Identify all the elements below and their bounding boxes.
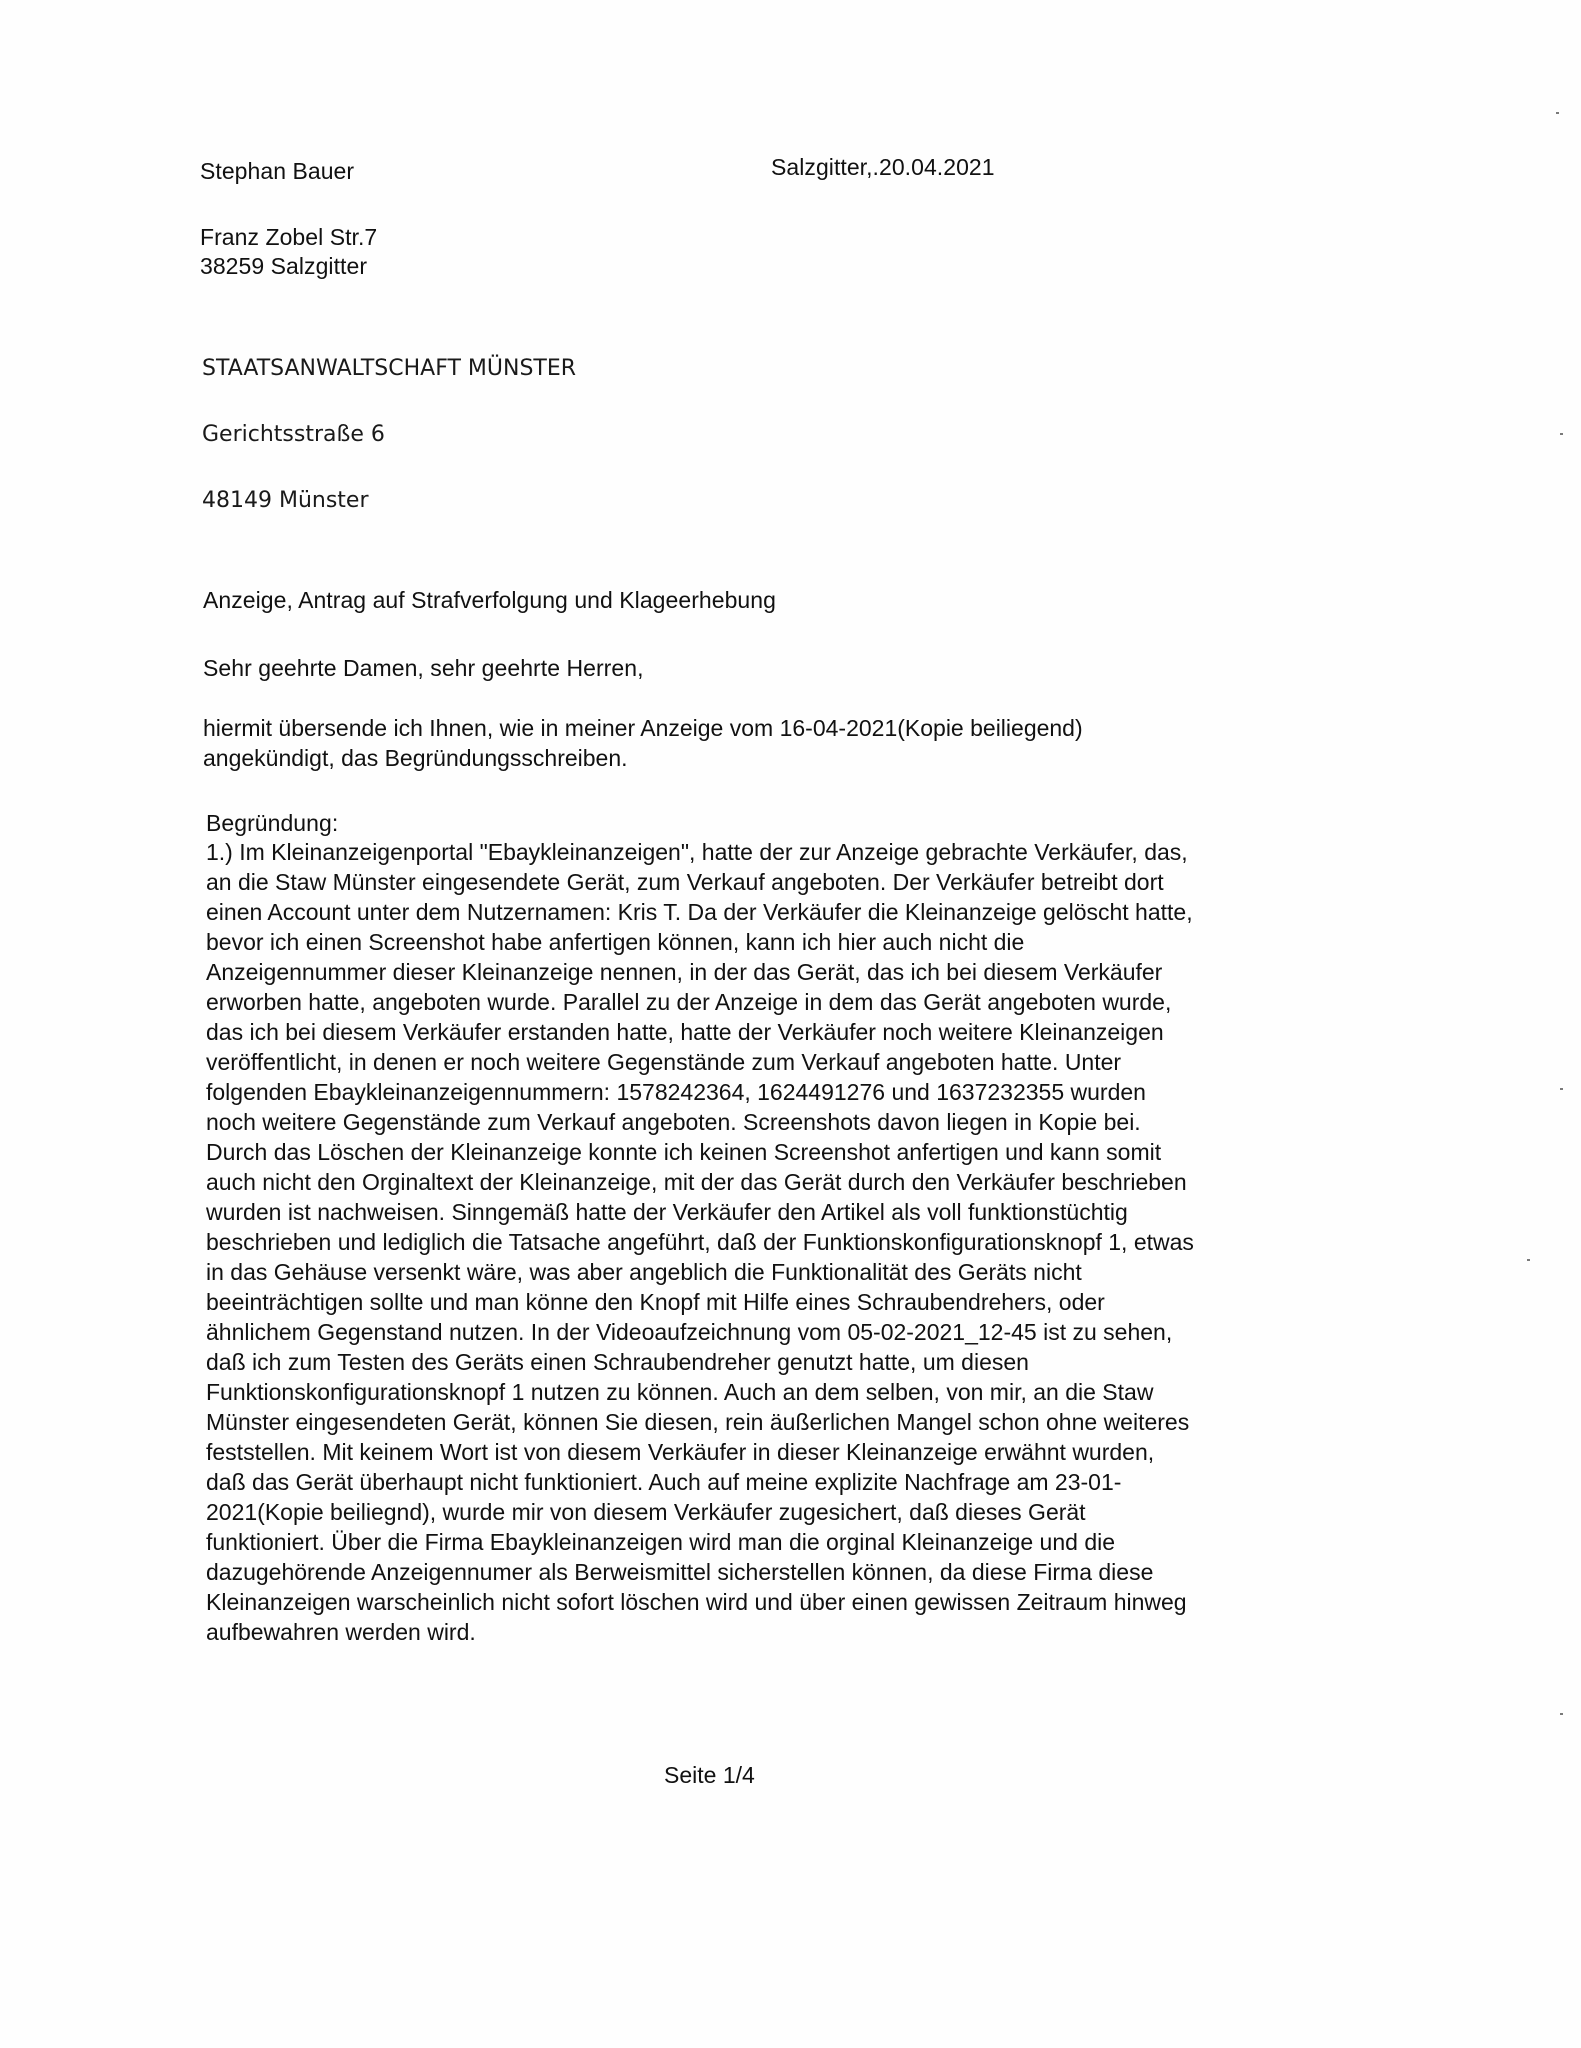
body-line: 2021(Kopie beiliegnd), wurde mir von diesem Verkäufer zugesichert, daß dieses Gerät: [206, 1499, 1086, 1525]
body-line: funktioniert. Über die Firma Ebaykleinanzeigen wird man die orginal Kleinanzeige und die: [206, 1529, 1116, 1555]
body-line: einen Account unter dem Nutzernamen: Kris T. Da der Verkäufer die Kleinanzeige gelöscht hatte,: [206, 899, 1193, 925]
body-line: in das Gehäuse versenkt wäre, was aber angeblich die Funktionalität des Geräts nicht: [206, 1259, 1082, 1285]
body-line: daß ich zum Testen des Geräts einen Schraubendreher genutzt hatte, um diesen: [206, 1349, 1029, 1375]
body-line: Kleinanzeigen warscheinlich nicht sofort löschen wird und über einen gewissen Zeitraum hinweg: [206, 1589, 1187, 1615]
body-line: beeinträchtigen sollte und man könne den Knopf mit Hilfe eines Schraubendrehers, oder: [206, 1289, 1105, 1315]
body-line: aufbewahren werden wird.: [206, 1619, 476, 1645]
letter-subject: Anzeige, Antrag auf Strafverfolgung und Klageerhebung: [203, 587, 776, 613]
page-number: Seite 1/4: [664, 1762, 755, 1788]
intro-line: hiermit übersende ich Ihnen, wie in meiner Anzeige vom 16-04-2021(Kopie beiliegend): [203, 715, 1083, 741]
body-line: wurden ist nachweisen. Sinngemäß hatte der Verkäufer den Artikel als voll funktionstüchtig: [206, 1199, 1128, 1225]
body-line: auch nicht den Orginaltext der Kleinanzeige, mit der das Gerät durch den Verkäufer beschrieben: [206, 1169, 1187, 1195]
letter-date: Salzgitter,.20.04.2021: [771, 154, 995, 180]
body-line: bevor ich einen Screenshot habe anfertigen können, kann ich hier auch nicht die: [206, 929, 1025, 955]
recipient-city: 48149 Münster: [202, 488, 369, 513]
body-line: ähnlichem Gegenstand nutzen. In der Videoaufzeichnung vom 05-02-2021_12-45 ist zu sehen,: [206, 1319, 1173, 1345]
body-line: Funktionskonfigurationsknopf 1 nutzen zu können. Auch an dem selben, von mir, an die Staw: [206, 1379, 1154, 1405]
body-line: feststellen. Mit keinem Wort ist von diesem Verkäufer in dieser Kleinanzeige erwähnt wurden,: [206, 1439, 1155, 1465]
reason-paragraph: [206, 837, 1356, 1647]
intro-line: angekündigt, das Begründungsschreiben.: [203, 745, 628, 771]
body-line: folgenden Ebaykleinanzeigennummern: 1578242364, 1624491276 und 1637232355 wurden: [206, 1079, 1146, 1105]
reason-heading: Begründung:: [206, 810, 339, 836]
scan-speck: [1560, 1713, 1563, 1715]
recipient-name: STAATSANWALTSCHAFT MÜNSTER: [202, 356, 577, 381]
sender-city: 38259 Salzgitter: [200, 253, 368, 279]
body-line: an die Staw Münster eingesendete Gerät, zum Verkauf angeboten. Der Verkäufer betreibt dort: [206, 869, 1164, 895]
scan-speck: [1560, 1088, 1563, 1090]
body-line: erworben hatte, angeboten wurde. Parallel zu der Anzeige in dem das Gerät angeboten wurde,: [206, 989, 1172, 1015]
body-line: 1.) Im Kleinanzeigenportal "Ebaykleinanzeigen", hatte der zur Anzeige gebrachte Verkäufer, das,: [206, 839, 1188, 865]
recipient-street: Gerichtsstraße 6: [202, 422, 385, 447]
letter-greeting: Sehr geehrte Damen, sehr geehrte Herren,: [203, 655, 644, 681]
scan-speck: [1556, 112, 1559, 114]
body-line: das ich bei diesem Verkäufer erstanden hatte, hatte der Verkäufer noch weitere Kleinanzeigen: [206, 1019, 1164, 1045]
sender-street: Franz Zobel Str.7: [200, 224, 378, 250]
body-line: veröffentlicht, in denen er noch weitere Gegenstände zum Verkauf angeboten hatte. Unter: [206, 1049, 1122, 1075]
body-line: dazugehörende Anzeigennumer als Berweismittel sicherstellen können, da diese Firma diese: [206, 1559, 1154, 1585]
intro-paragraph: [203, 713, 1353, 773]
body-line: beschrieben und lediglich die Tatsache angeführt, daß der Funktionskonfigurationsknopf 1, etwas: [206, 1229, 1194, 1255]
body-line: daß das Gerät überhaupt nicht funktioniert. Auch auf meine explizite Nachfrage am 23-01-: [206, 1469, 1122, 1495]
body-line: noch weitere Gegenstände zum Verkauf angeboten. Screenshots davon liegen in Kopie bei.: [206, 1109, 1141, 1135]
body-line: Durch das Löschen der Kleinanzeige konnte ich keinen Screenshot anfertigen und kann somit: [206, 1139, 1162, 1165]
scan-speck: [1560, 433, 1563, 435]
scan-speck: [1527, 1259, 1530, 1261]
sender-name: Stephan Bauer: [200, 158, 355, 184]
body-line: Münster eingesendeten Gerät, können Sie diesen, rein äußerlichen Mangel schon ohne weiteres: [206, 1409, 1190, 1435]
body-line: Anzeigennummer dieser Kleinanzeige nennen, in der das Gerät, das ich bei diesem Verkäufer: [206, 959, 1163, 985]
